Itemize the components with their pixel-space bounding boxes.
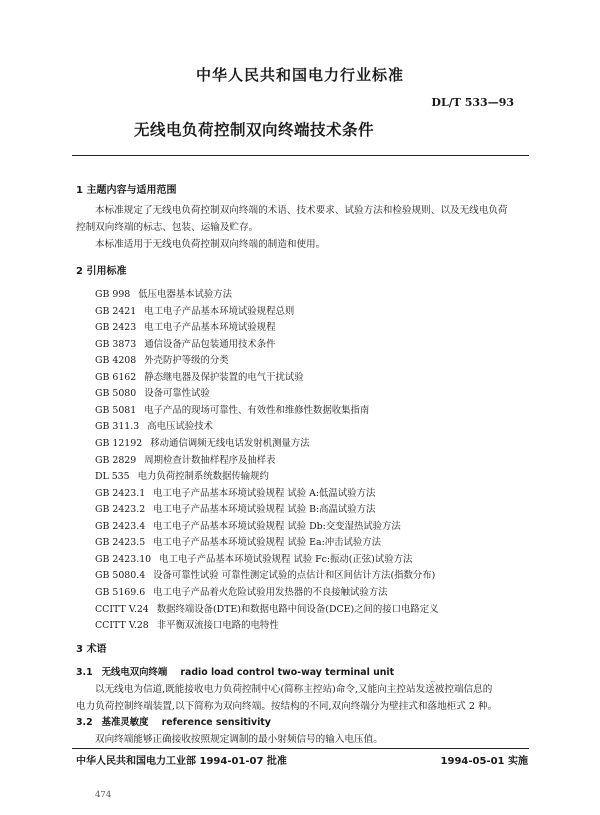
reference-code: GB 2421 — [95, 305, 137, 317]
reference-title: 电工电子产品基本环境试验规程总则 — [144, 305, 295, 317]
reference-code: DL 535 — [95, 471, 130, 483]
reference-code: CCITT V.28 — [95, 620, 149, 631]
reference-title: 电子产品的现场可靠性、有效性和维修性数据收集指南 — [144, 404, 370, 416]
reference-item — [95, 534, 381, 548]
reference-code: GB 311.3 — [95, 421, 140, 433]
reference-title: 电工电子产品基本环境试验规程 — [144, 322, 276, 334]
standard-number: DL/T 533—93 — [431, 96, 514, 109]
reference-item — [95, 584, 388, 598]
reference-item — [95, 402, 369, 416]
reference-code: GB 6162 — [95, 371, 137, 383]
page-number: 474 — [95, 790, 112, 800]
reference-item — [95, 485, 375, 499]
section-1-para-1-line-1: 本标准规定了无线电负荷控制双向终端的术语、技术要求、试验方法和检验规则、以及无线电负荷 — [95, 205, 508, 216]
reference-code: GB 2423.10 — [95, 553, 152, 565]
reference-item — [95, 352, 229, 366]
term-3-1 — [76, 664, 394, 678]
section-3-heading: 3 术语 — [76, 644, 107, 655]
term-3-1-definition-line-2: 电力负荷控制终端装置,以下简称为双向终端。按结构的不同,双向终端分为壁挂式和落地柜式 2 种。 — [76, 701, 498, 712]
term-3-1-number: 3.1 — [76, 667, 93, 678]
reference-title: 低压电器基本试验方法 — [138, 289, 233, 300]
reference-item — [95, 369, 304, 383]
reference-item — [95, 319, 275, 333]
term-3-2-chinese: 基准灵敏度 — [101, 717, 149, 728]
reference-title: 非平衡双流接口电路的电特性 — [156, 620, 279, 631]
reference-title: 电工电子产品基本环境试验规程 试验 Db:交变湿热试验方法 — [153, 520, 401, 532]
term-3-1-english: radio load control two-way terminal unit — [180, 667, 395, 678]
reference-code: GB 5169.6 — [95, 586, 146, 598]
reference-code: GB 5080 — [95, 388, 137, 400]
section-1-heading: 1 主题内容与适用范围 — [76, 185, 177, 196]
reference-item — [95, 601, 439, 615]
reference-title: 电工电子产品基本环境试验规程 试验 A:低温试验方法 — [153, 487, 376, 499]
reference-title: 数据终端设备(DTE)和数据电路中间设备(DCE)之间的接口电路定义 — [156, 603, 439, 615]
header-divider — [72, 155, 529, 156]
footer-divider — [72, 748, 529, 749]
reference-code: CCITT V.24 — [95, 603, 149, 615]
reference-code: GB 2423.2 — [95, 504, 146, 516]
reference-item — [95, 452, 275, 466]
reference-title: 移动通信调频无线电话发射机测量方法 — [150, 438, 310, 449]
reference-item — [95, 385, 210, 399]
reference-title: 高电压试验技术 — [147, 421, 213, 433]
reference-item — [95, 303, 294, 317]
reference-code: GB 2423.1 — [95, 487, 146, 499]
reference-item — [95, 551, 412, 565]
reference-item — [95, 418, 213, 432]
reference-title: 电工电子产品基本环境试验规程 试验 Ea:冲击试验方法 — [153, 537, 381, 549]
reference-code: GB 12192 — [95, 438, 143, 449]
scan-mark: ⌐ — [430, 678, 436, 686]
reference-item — [95, 518, 401, 532]
reference-item — [95, 336, 275, 350]
reference-title: 通信设备产品包装通用技术条件 — [144, 338, 276, 350]
term-3-2 — [76, 714, 271, 728]
reference-title: 电力负荷控制系统数据传输规约 — [137, 471, 269, 483]
reference-code: GB 5081 — [95, 404, 137, 416]
term-3-2-definition-line-1: 双向终端能够正确接收按照规定调制的最小射频信号的输入电压值。 — [95, 734, 383, 745]
reference-code: GB 5080.4 — [95, 570, 146, 582]
document-title: 无线电负荷控制双向终端技术条件 — [134, 121, 375, 139]
effective-date: 1994-05-01 实施 — [440, 756, 528, 767]
reference-title: 设备可靠性试验 可靠性测定试验的点估计和区间估计方法(指数分布) — [153, 570, 436, 582]
issuing-organization: 中华人民共和国电力行业标准 — [195, 66, 404, 84]
term-3-2-number: 3.2 — [76, 717, 93, 728]
reference-item — [95, 468, 269, 482]
reference-code: GB 2423.4 — [95, 520, 146, 532]
reference-item — [95, 286, 232, 300]
reference-title: 电工电子产品基本环境试验规程 试验 Fc:振动(正弦)试验方法 — [159, 553, 413, 565]
reference-title: 外壳防护等级的分类 — [144, 355, 229, 367]
reference-item — [95, 617, 279, 631]
approval-line: 中华人民共和国电力工业部 1994-01-07 批准 — [76, 756, 287, 767]
reference-title: 电工电子产品基本环境试验规程 试验 B:高温试验方法 — [153, 504, 376, 516]
term-3-2-english: reference sensitivity — [161, 717, 271, 728]
section-2-heading: 2 引用标准 — [76, 266, 127, 277]
section-1-para-1-line-2: 控制双向终端的标志、包装、运输及贮存。 — [76, 222, 259, 233]
reference-title: 电工电子产品着火危险试验用发热器的不良接触试验方法 — [153, 586, 388, 598]
term-3-1-chinese: 无线电双向终端 — [101, 667, 168, 678]
reference-title: 静态继电器及保护装置的电气干扰试验 — [144, 371, 304, 383]
reference-title: 设备可靠性试验 — [144, 388, 210, 400]
reference-item — [95, 435, 310, 449]
reference-item — [95, 567, 435, 581]
reference-code: GB 2423.5 — [95, 537, 146, 549]
reference-item — [95, 501, 375, 515]
reference-code: GB 2423 — [95, 322, 137, 334]
term-3-1-definition-line-1: 以无线电为信道,既能接收电力负荷控制中心(简称主控站)命令,又能向主控站发送被控端信息的 — [95, 684, 493, 695]
reference-code: GB 998 — [95, 289, 131, 300]
reference-code: GB 2829 — [95, 454, 137, 466]
reference-title: 周期检查计数抽样程序及抽样表 — [144, 454, 276, 466]
reference-code: GB 3873 — [95, 338, 137, 350]
reference-code: GB 4208 — [95, 355, 137, 367]
section-1-para-2: 本标准适用于无线电负荷控制双向终端的制造和使用。 — [95, 239, 326, 250]
